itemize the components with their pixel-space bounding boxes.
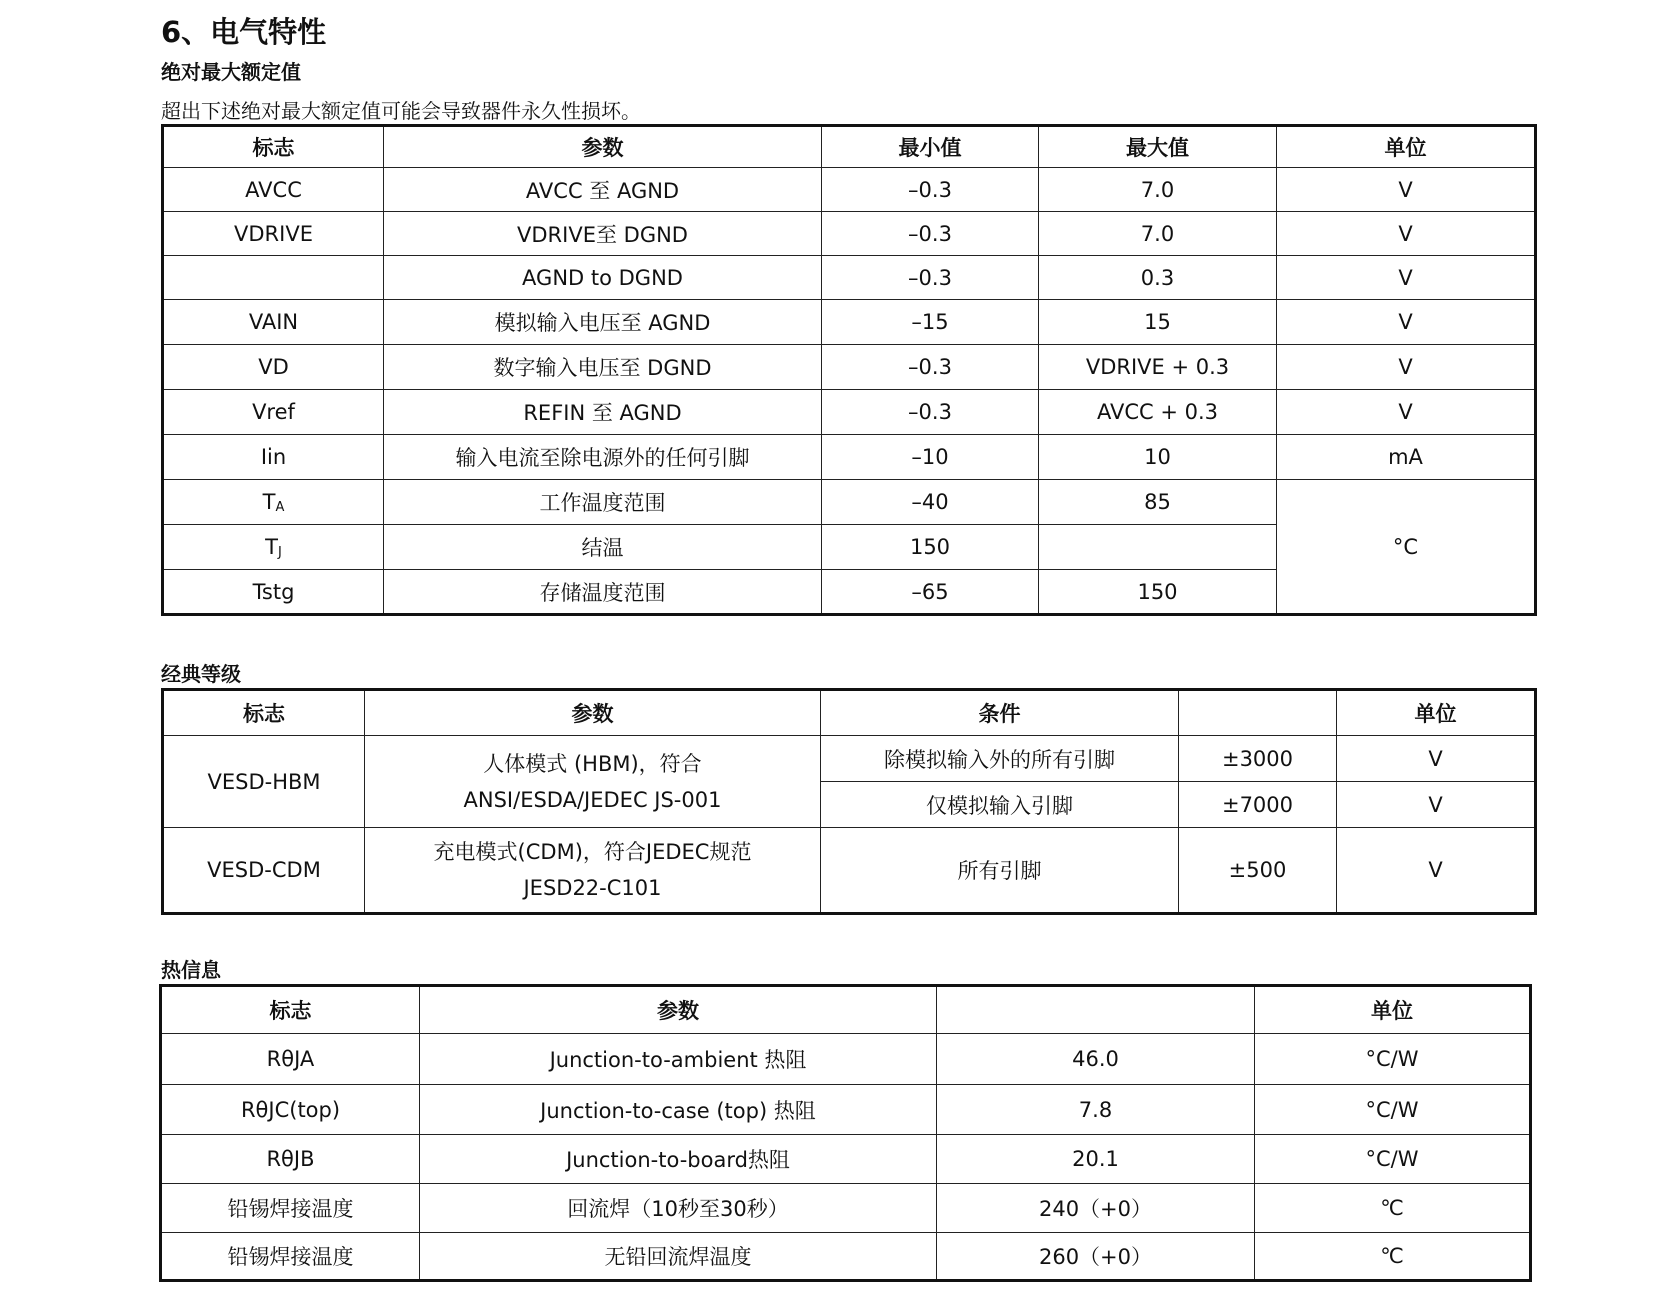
header-condition: 条件: [821, 690, 1179, 736]
cell-value: 7.8: [937, 1085, 1255, 1135]
cell-unit: V: [1277, 390, 1536, 435]
cell-value: 240（+0）: [937, 1184, 1255, 1233]
cell-max: 85: [1039, 480, 1277, 525]
table-row: [163, 828, 1536, 914]
cell-unit: V: [1277, 345, 1536, 390]
cell-unit: °C/W: [1255, 1034, 1531, 1085]
table-row: [161, 1085, 1531, 1135]
header-unit: 单位: [1277, 126, 1536, 168]
header-param: 参数: [420, 986, 937, 1034]
cell-symbol: RθJA: [161, 1034, 420, 1085]
header-unit: 单位: [1255, 986, 1531, 1034]
cell-unit: ℃: [1255, 1233, 1531, 1281]
cell-min: 150: [822, 525, 1039, 570]
cell-param: Junction-to-board热阻: [420, 1135, 937, 1184]
cell-symbol: RθJC(top): [161, 1085, 420, 1135]
abs-max-title: 绝对最大额定值: [161, 60, 301, 84]
section-heading: 6、电气特性: [161, 15, 327, 49]
table-row: [161, 1034, 1531, 1085]
cell-symbol: Iin: [163, 435, 384, 480]
param-line: ANSI/ESDA/JEDEC JS-001: [463, 787, 722, 812]
cell-value: 46.0: [937, 1034, 1255, 1085]
table-header-row: [163, 126, 1536, 168]
cell-unit: mA: [1277, 435, 1536, 480]
param-line: 充电模式(CDM)，符合JEDEC规范: [433, 840, 752, 864]
cell-param: 回流焊（10秒至30秒）: [420, 1184, 937, 1233]
cell-min: –0.3: [822, 212, 1039, 256]
cell-param: 存储温度范围: [384, 570, 822, 615]
cell-min: –40: [822, 480, 1039, 525]
cell-symbol: 铅锡焊接温度: [161, 1184, 420, 1233]
esd-table: [161, 688, 1537, 915]
cell-condition: 仅模拟输入引脚: [821, 782, 1179, 828]
table-row: [161, 1135, 1531, 1184]
cell-min: –0.3: [822, 168, 1039, 212]
cell-value: 20.1: [937, 1135, 1255, 1184]
cell-symbol: [163, 525, 384, 570]
cell-param: 无铅回流焊温度: [420, 1233, 937, 1281]
cell-param: AGND to DGND: [384, 256, 822, 300]
cell-value: ±500: [1179, 828, 1337, 914]
cell-min: –0.3: [822, 256, 1039, 300]
thermal-title: 热信息: [161, 958, 221, 982]
abs-max-description: 超出下述绝对最大额定值可能会导致器件永久性损坏。: [161, 99, 641, 123]
cell-min: –0.3: [822, 390, 1039, 435]
cell-symbol: VESD-CDM: [163, 828, 365, 914]
cell-symbol: [163, 480, 384, 525]
cell-max: 7.0: [1039, 168, 1277, 212]
cell-symbol: VESD-HBM: [163, 736, 365, 828]
cell-temp-unit: °C: [1277, 480, 1536, 615]
cell-symbol: [163, 256, 384, 300]
header-value: [937, 986, 1255, 1034]
cell-symbol: AVCC: [163, 168, 384, 212]
cell-max: 15: [1039, 300, 1277, 345]
table-header-row: [161, 986, 1531, 1034]
header-value: [1179, 690, 1337, 736]
cell-unit: V: [1277, 256, 1536, 300]
cell-unit: ℃: [1255, 1184, 1531, 1233]
cell-param: 输入电流至除电源外的任何引脚: [384, 435, 822, 480]
cell-max: VDRIVE + 0.3: [1039, 345, 1277, 390]
table-row: [163, 345, 1536, 390]
cell-param: 数字输入电压至 DGND: [384, 345, 822, 390]
cell-min: –15: [822, 300, 1039, 345]
cell-max: 10: [1039, 435, 1277, 480]
cell-min: –0.3: [822, 345, 1039, 390]
table-header-row: [163, 690, 1536, 736]
cell-param: Junction-to-case (top) 热阻: [420, 1085, 937, 1135]
cell-unit: V: [1337, 736, 1536, 782]
cell-param: Junction-to-ambient 热阻: [420, 1034, 937, 1085]
header-unit: 单位: [1337, 690, 1536, 736]
cell-value: ±7000: [1179, 782, 1337, 828]
table-row: [163, 435, 1536, 480]
cell-max: 7.0: [1039, 212, 1277, 256]
cell-max: AVCC + 0.3: [1039, 390, 1277, 435]
symbol-main: T: [262, 489, 276, 514]
table-row: [163, 256, 1536, 300]
cell-min: –10: [822, 435, 1039, 480]
cell-param: REFIN 至 AGND: [384, 390, 822, 435]
header-param: 参数: [384, 126, 822, 168]
table-row: [161, 1233, 1531, 1281]
cell-param: 结温: [384, 525, 822, 570]
cell-value: 260（+0）: [937, 1233, 1255, 1281]
cell-unit: °C/W: [1255, 1135, 1531, 1184]
cell-symbol: VAIN: [163, 300, 384, 345]
cell-symbol: 铅锡焊接温度: [161, 1233, 420, 1281]
thermal-table: [159, 984, 1532, 1282]
cell-min: –65: [822, 570, 1039, 615]
cell-unit: V: [1277, 300, 1536, 345]
table-row: [163, 736, 1536, 782]
cell-symbol: VD: [163, 345, 384, 390]
symbol-subscript: A: [275, 499, 285, 515]
cell-symbol: RθJB: [161, 1135, 420, 1184]
abs-max-table: [161, 124, 1537, 616]
table-row: [163, 300, 1536, 345]
cell-unit: V: [1277, 212, 1536, 256]
cell-unit: V: [1337, 782, 1536, 828]
header-min: 最小值: [822, 126, 1039, 168]
header-symbol: 标志: [163, 126, 384, 168]
cell-condition: 除模拟输入外的所有引脚: [821, 736, 1179, 782]
cell-param: [365, 828, 821, 914]
cell-condition: 所有引脚: [821, 828, 1179, 914]
cell-value: ±3000: [1179, 736, 1337, 782]
cell-symbol: VDRIVE: [163, 212, 384, 256]
symbol-main: T: [265, 534, 278, 559]
table-row: [163, 212, 1536, 256]
header-param: 参数: [365, 690, 821, 736]
cell-symbol: Vref: [163, 390, 384, 435]
table-row: [163, 390, 1536, 435]
cell-param: 工作温度范围: [384, 480, 822, 525]
table-row: [161, 1184, 1531, 1233]
cell-unit: V: [1337, 828, 1536, 914]
cell-param: 模拟输入电压至 AGND: [384, 300, 822, 345]
cell-param: VDRIVE至 DGND: [384, 212, 822, 256]
cell-unit: V: [1277, 168, 1536, 212]
esd-title: 经典等级: [161, 662, 241, 686]
table-row: [163, 168, 1536, 212]
param-line: JESD22-C101: [523, 876, 662, 900]
cell-unit: °C/W: [1255, 1085, 1531, 1135]
header-symbol: 标志: [163, 690, 365, 736]
cell-max: [1039, 525, 1277, 570]
symbol-subscript: J: [277, 544, 282, 560]
param-line: 人体模式 (HBM)，符合: [483, 751, 702, 776]
header-symbol: 标志: [161, 986, 420, 1034]
cell-param: [365, 736, 821, 828]
cell-symbol: Tstg: [163, 570, 384, 615]
cell-max: 0.3: [1039, 256, 1277, 300]
cell-param: AVCC 至 AGND: [384, 168, 822, 212]
cell-max: 150: [1039, 570, 1277, 615]
header-max: 最大值: [1039, 126, 1277, 168]
table-row: [163, 480, 1536, 525]
